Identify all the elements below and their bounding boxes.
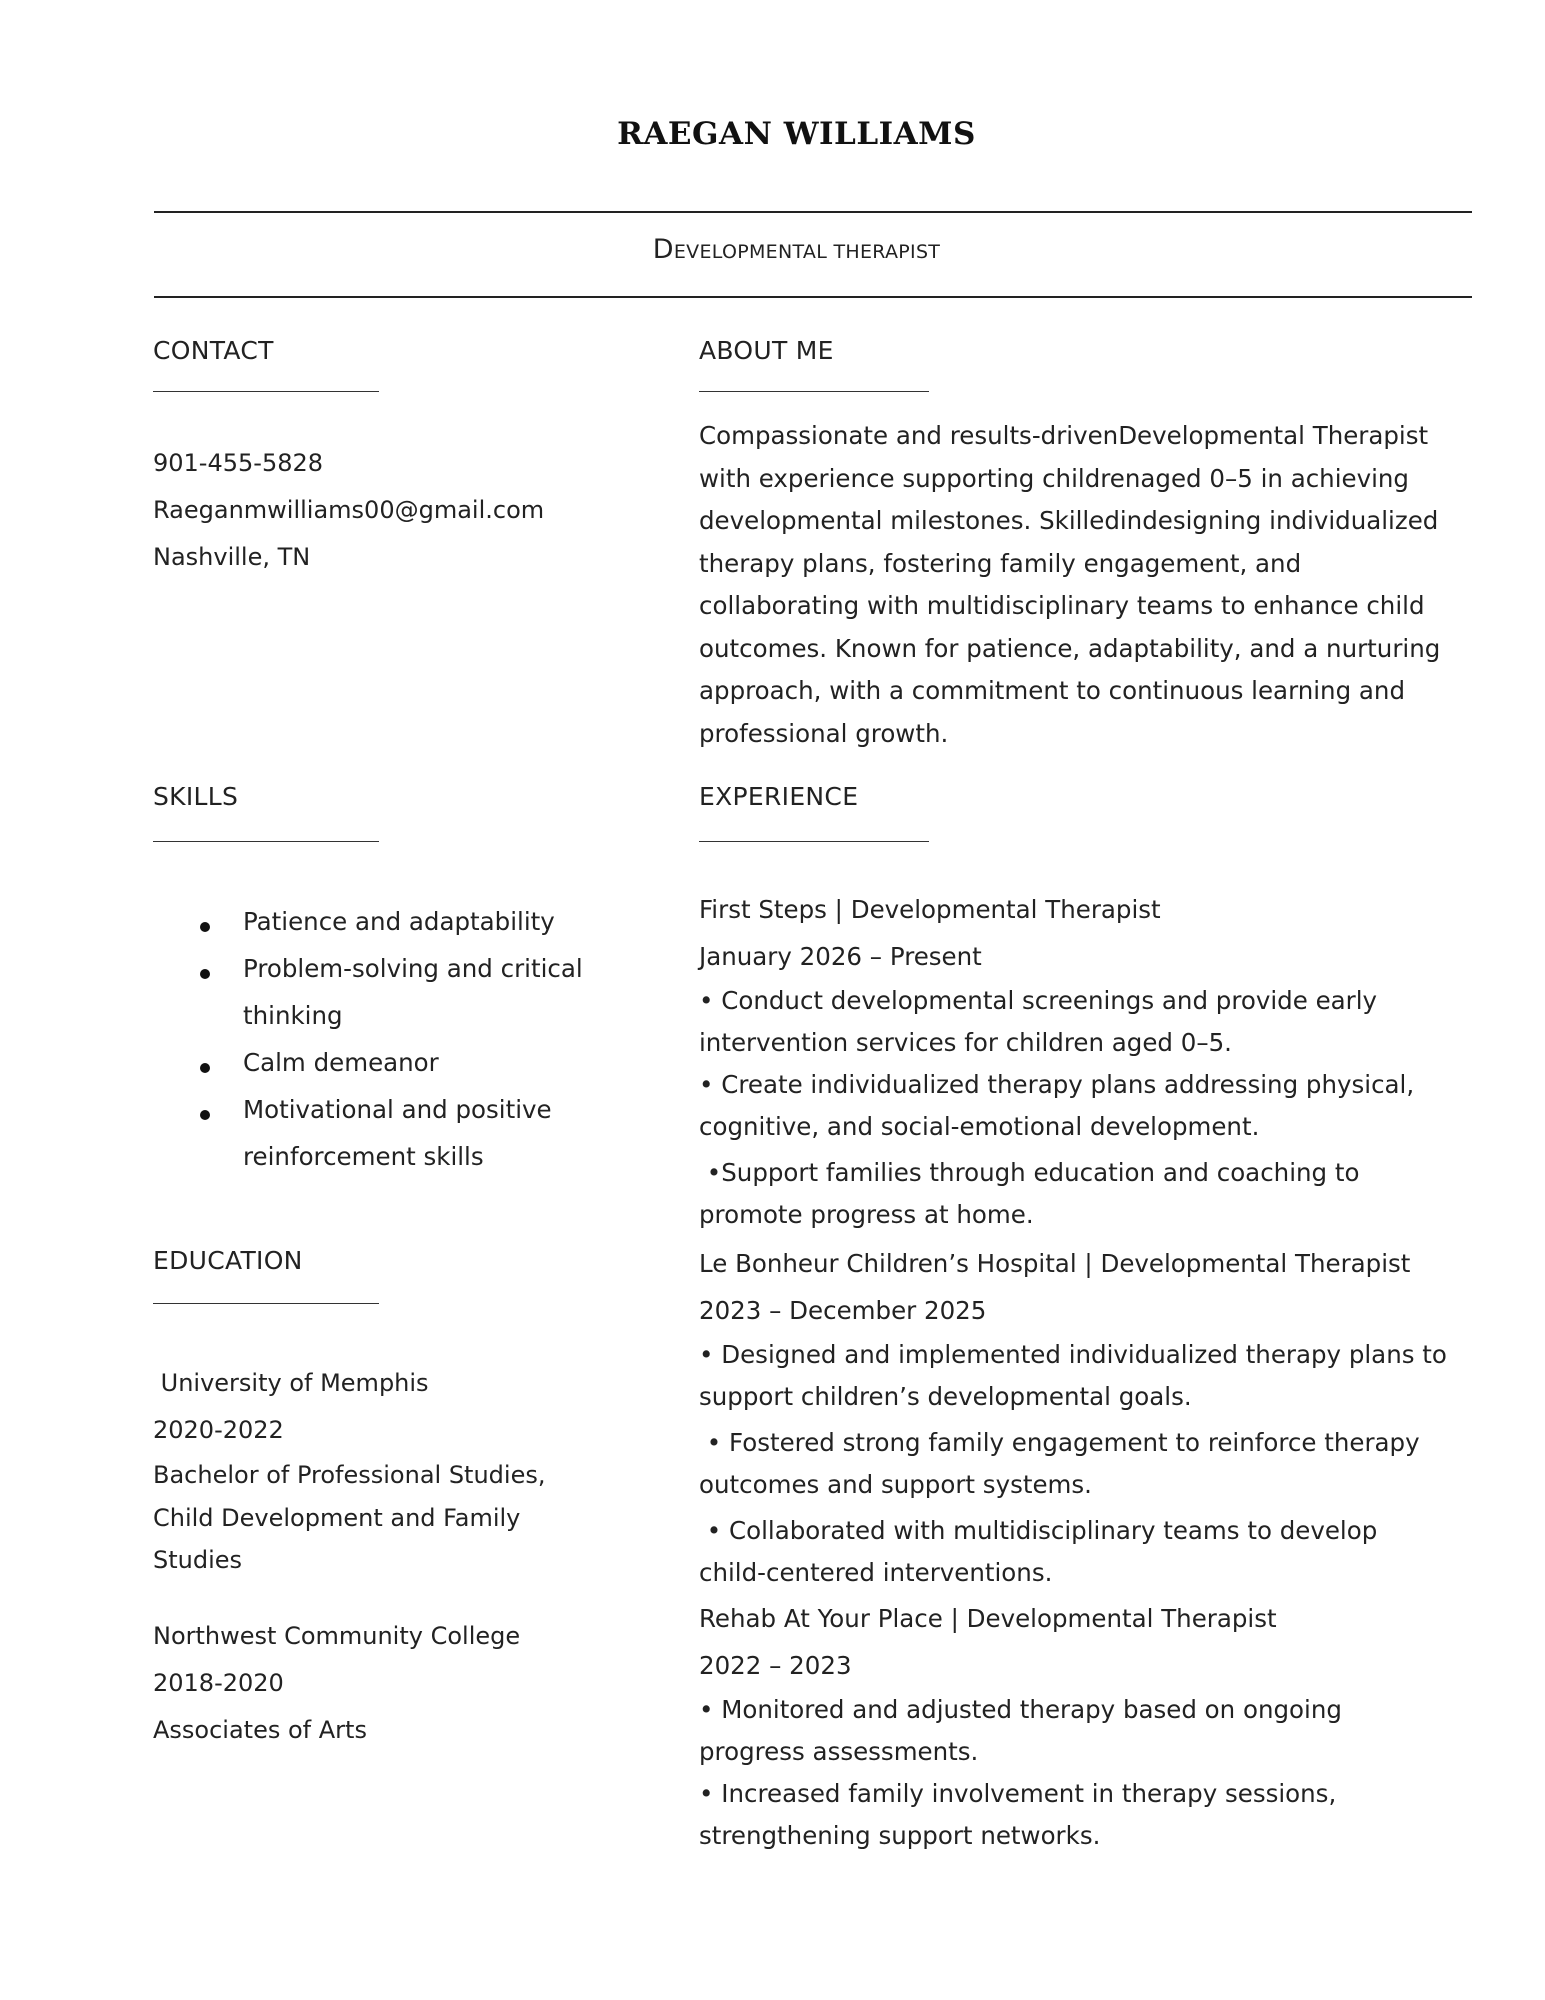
contact-phone: 901-455-5828 <box>153 449 324 477</box>
about-heading: ABOUT ME <box>699 336 834 365</box>
bullet-icon <box>200 1110 210 1120</box>
contact-location: Nashville, TN <box>153 543 311 571</box>
experience-bullet: • Increased family involvement in therapy sessions, <box>699 1779 1337 1808</box>
experience-bullet: • Create individualized therapy plans addressing physical, <box>699 1070 1415 1099</box>
education-years: 2018-2020 <box>153 1669 284 1697</box>
contact-email: Raeganmwilliams00@gmail.com <box>153 496 545 524</box>
about-line: therapy plans, fostering family engagement, and <box>699 548 1302 578</box>
experience-bullet: cognitive, and social-emotional development. <box>699 1112 1260 1141</box>
skill-item <box>153 898 643 945</box>
education-years: 2020-2022 <box>153 1416 284 1444</box>
education-entry <box>153 1360 613 1582</box>
job-title-initial: D <box>652 234 674 265</box>
about-line: approach, with a commitment to continuous learning and <box>699 676 1406 705</box>
page-title: RAEGAN WILLIAMS <box>617 116 976 152</box>
bullet-icon <box>200 969 210 979</box>
experience-bullet: •Support families through education and coaching to <box>699 1158 1360 1187</box>
education-underline <box>153 1303 379 1304</box>
about-line: outcomes. Known for patience, adaptability, and a nurturing <box>699 633 1441 663</box>
experience-dates: 2022 – 2023 <box>699 1651 852 1680</box>
bullet-icon <box>200 1063 210 1073</box>
education-school: University of Memphis <box>153 1369 429 1397</box>
job-title <box>0 234 1545 265</box>
skill-item <box>153 1039 643 1086</box>
about-underline <box>699 391 929 392</box>
experience-job-heading: Rehab At Your Place | Developmental Therapist <box>699 1604 1277 1633</box>
skill-text: Motivational and positive reinforcement skills <box>243 1095 552 1171</box>
experience-bullet: • Fostered strong family engagement to reinforce therapy <box>699 1428 1420 1457</box>
job-title-rest: EVELOPMENTAL THERAPIST <box>673 241 941 263</box>
experience-entry <box>699 1240 1499 1594</box>
skill-item <box>153 1086 643 1180</box>
experience-bullet: • Designed and implemented individualized therapy plans to <box>699 1340 1447 1369</box>
skill-text: Patience and adaptability <box>243 907 555 936</box>
education-school: Northwest Community College <box>153 1622 521 1650</box>
experience-entry <box>699 886 1499 1236</box>
experience-bullet: child-centered interventions. <box>699 1558 1053 1587</box>
experience-bullet: support children’s developmental goals. <box>699 1382 1192 1411</box>
bullet-icon <box>200 922 210 932</box>
about-paragraph <box>699 415 1459 755</box>
contact-underline <box>153 391 379 392</box>
experience-bullet: • Conduct developmental screenings and provide early <box>699 986 1378 1015</box>
skill-text: Calm demeanor <box>243 1048 439 1077</box>
education-degree: Bachelor of Professional Studies, <box>153 1461 546 1489</box>
education-degree: Child Development and Family <box>153 1503 521 1532</box>
education-entry <box>153 1613 613 1754</box>
experience-bullet: progress assessments. <box>699 1737 979 1766</box>
education-heading: EDUCATION <box>153 1246 303 1275</box>
header-top-divider <box>154 211 1472 213</box>
about-line: Compassionate and results-drivenDevelopmental Therapist <box>699 421 1429 450</box>
experience-job-heading: First Steps | Developmental Therapist <box>699 895 1161 924</box>
education-degree: Studies <box>153 1546 243 1574</box>
experience-bullet: intervention services for children aged 0–5. <box>699 1028 1232 1057</box>
experience-job-heading: Le Bonheur Children’s Hospital | Developmental Therapist <box>699 1249 1411 1278</box>
skill-text: Problem-solving and critical thinking <box>243 954 583 1030</box>
experience-bullet: • Collaborated with multidisciplinary teams to develop <box>699 1516 1378 1545</box>
about-line: collaborating with multidisciplinary teams to enhance child <box>699 591 1425 620</box>
about-line: with experience supporting childrenaged 0–5 in achieving <box>699 463 1409 493</box>
experience-entry <box>699 1595 1499 1857</box>
about-line: professional growth. <box>699 718 949 748</box>
about-line: developmental milestones. Skilledindesigning individualized <box>699 506 1439 535</box>
skills-list <box>153 898 643 1180</box>
experience-bullet: promote progress at home. <box>699 1200 1034 1229</box>
experience-heading: EXPERIENCE <box>699 782 859 811</box>
experience-dates: January 2026 – Present <box>699 942 982 971</box>
skills-underline <box>153 841 379 842</box>
experience-underline <box>699 841 929 842</box>
experience-dates: 2023 – December 2025 <box>699 1296 987 1325</box>
experience-bullet: • Monitored and adjusted therapy based on ongoing <box>699 1695 1342 1724</box>
header-bottom-divider <box>154 296 1472 298</box>
experience-bullet: outcomes and support systems. <box>699 1470 1092 1499</box>
skill-item <box>153 945 643 1039</box>
contact-heading: CONTACT <box>153 336 274 365</box>
skills-heading: SKILLS <box>153 782 239 811</box>
experience-bullet: strengthening support networks. <box>699 1821 1101 1850</box>
education-degree: Associates of Arts <box>153 1716 367 1744</box>
